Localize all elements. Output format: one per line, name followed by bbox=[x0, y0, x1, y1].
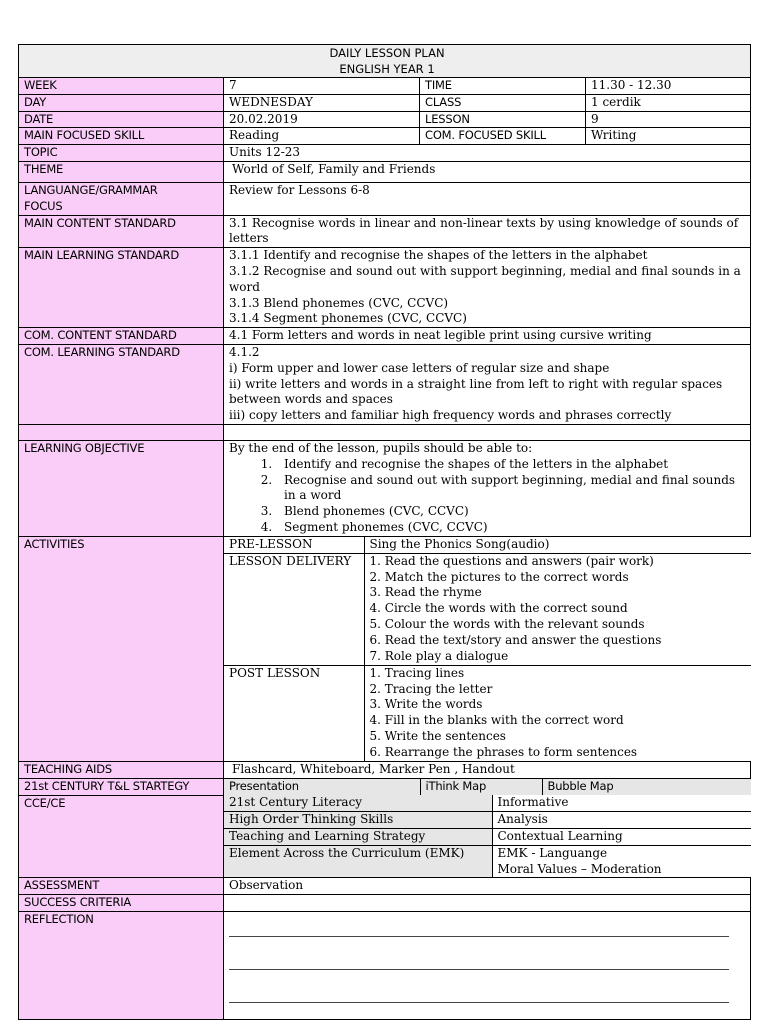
learning-objective-label: LEARNING OBJECTIVE bbox=[19, 440, 224, 536]
cce-value-emk bbox=[492, 845, 751, 877]
theme-label: THEME bbox=[19, 161, 224, 182]
c21-table bbox=[224, 779, 751, 795]
pre-lesson-value: Sing the Phonics Song(audio) bbox=[364, 537, 751, 553]
blank-label-cell bbox=[19, 424, 224, 440]
plan-header bbox=[19, 45, 751, 78]
cce-table bbox=[224, 795, 751, 877]
pre-lesson-label: PRE-LESSON bbox=[224, 537, 364, 553]
strategy-presentation: Presentation bbox=[224, 779, 420, 795]
header-subtitle: ENGLISH YEAR 1 bbox=[339, 62, 435, 76]
activities-table bbox=[224, 537, 751, 761]
com-content-standard-label: COM. CONTENT STANDARD bbox=[19, 328, 224, 345]
reflection-line bbox=[229, 1002, 729, 1003]
week-label: WEEK bbox=[19, 78, 224, 95]
assessment-value: Observation bbox=[224, 878, 751, 895]
main-learning-item: 3.1.3 Blend phonemes (CVC, CCVC) bbox=[229, 295, 449, 310]
objective-intro: By the end of the lesson, pupils should be able to: bbox=[229, 440, 533, 455]
cce-value: Contextual Learning bbox=[492, 828, 751, 845]
reflection-line bbox=[229, 969, 729, 970]
main-learning-standard-label: MAIN LEARNING STANDARD bbox=[19, 248, 224, 328]
day-value: WEDNESDAY bbox=[224, 94, 420, 111]
delivery-item: 1. Read the questions and answers (pair work) bbox=[369, 553, 654, 568]
cce-value: Analysis bbox=[492, 812, 751, 829]
learning-objective-value bbox=[224, 440, 751, 536]
cce-label: CCE/CE bbox=[19, 795, 224, 877]
teaching-aids-label: TEACHING AIDS bbox=[19, 762, 224, 779]
lesson-label: LESSON bbox=[420, 111, 586, 128]
objective-item: 4. Segment phonemes (CVC, CCVC) bbox=[276, 520, 750, 536]
strategy-ithink-map: iThink Map bbox=[420, 779, 542, 795]
class-value: 1 cerdik bbox=[586, 94, 751, 111]
objective-item: 2. Recognise and sound out with support beginning, medial and final sounds in a word bbox=[276, 473, 750, 505]
delivery-item: 5. Colour the words with the relevant sounds bbox=[369, 616, 645, 631]
main-learning-item: 3.1.1 Identify and recognise the shapes of the letters in the alphabet bbox=[229, 248, 648, 263]
post-item: 5. Write the sentences bbox=[369, 728, 506, 743]
post-item: 4. Fill in the blanks with the correct word bbox=[369, 713, 624, 728]
com-skill-label: COM. FOCUSED SKILL bbox=[420, 128, 586, 145]
assessment-label: ASSESSMENT bbox=[19, 878, 224, 895]
grammar-label-line1: LANGUANGE/GRAMMAR bbox=[24, 182, 158, 197]
activities-label: ACTIVITIES bbox=[19, 536, 224, 761]
com-learning-item: i) Form upper and lower case letters of regular size and shape bbox=[229, 360, 610, 375]
lesson-plan-table bbox=[18, 44, 751, 1020]
delivery-item: 4. Circle the words with the correct sound bbox=[369, 601, 628, 616]
post-item: 1. Tracing lines bbox=[369, 665, 465, 680]
objective-item: 3. Blend phonemes (CVC, CCVC) bbox=[276, 504, 750, 520]
grammar-label-line2: FOCUS bbox=[24, 198, 63, 213]
cce-key: Teaching and Learning Strategy bbox=[224, 828, 492, 845]
cce-cell bbox=[224, 795, 751, 877]
cce-key: Element Across the Curriculum (EMK) bbox=[224, 845, 492, 877]
day-label: DAY bbox=[19, 94, 224, 111]
com-learning-standard-label: COM. LEARNING STANDARD bbox=[19, 344, 224, 424]
cce-moral-value: Moral Values – Moderation bbox=[497, 861, 662, 876]
reflection-value bbox=[224, 911, 751, 1019]
delivery-item: 2. Match the pictures to the correct words bbox=[369, 569, 629, 584]
activities-cell bbox=[224, 536, 751, 761]
delivery-item: 3. Read the rhyme bbox=[369, 585, 482, 600]
topic-label: TOPIC bbox=[19, 145, 224, 162]
cce-value: Informative bbox=[492, 795, 751, 811]
com-learning-item: ii) write letters and words in a straight line from left to right with regular spaces between words and spaces bbox=[229, 376, 723, 407]
objective-list bbox=[229, 457, 750, 536]
post-lesson-value bbox=[364, 665, 751, 761]
theme-value: World of Self, Family and Friends bbox=[224, 161, 751, 182]
main-skill-value: Reading bbox=[224, 128, 420, 145]
lesson-delivery-value bbox=[364, 553, 751, 665]
grammar-value: Review for Lessons 6-8 bbox=[224, 182, 751, 215]
date-value: 20.02.2019 bbox=[224, 111, 420, 128]
main-learning-item: 3.1.2 Recognise and sound out with support beginning, medial and final sounds in a word bbox=[229, 263, 741, 294]
c21-strategy-cell bbox=[224, 779, 751, 796]
class-label: CLASS bbox=[420, 94, 586, 111]
header-title: DAILY LESSON PLAN bbox=[329, 46, 445, 60]
time-label: TIME bbox=[420, 78, 586, 95]
main-skill-label: MAIN FOCUSED SKILL bbox=[19, 128, 224, 145]
date-label: DATE bbox=[19, 111, 224, 128]
blank-value-cell bbox=[224, 424, 751, 440]
post-item: 6. Rearrange the phrases to form sentences bbox=[369, 744, 638, 759]
cce-emk-value: EMK - Languange bbox=[497, 845, 608, 860]
cce-key: 21st Century Literacy bbox=[224, 795, 492, 811]
c21-strategy-label: 21st CENTURY T&L STARTEGY bbox=[19, 779, 224, 796]
lesson-delivery-label: LESSON DELIVERY bbox=[224, 553, 364, 665]
success-criteria-value bbox=[224, 895, 751, 912]
delivery-item: 6. Read the text/story and answer the questions bbox=[369, 632, 662, 647]
main-learning-item: 3.1.4 Segment phonemes (CVC, CCVC) bbox=[229, 311, 467, 326]
lesson-value: 9 bbox=[586, 111, 751, 128]
main-content-standard-label: MAIN CONTENT STANDARD bbox=[19, 215, 224, 248]
grammar-label bbox=[19, 182, 224, 215]
com-learning-item: 4.1.2 bbox=[229, 344, 260, 359]
com-learning-standard-value bbox=[224, 344, 751, 424]
teaching-aids-value: Flashcard, Whiteboard, Marker Pen , Handout bbox=[224, 762, 751, 779]
main-content-standard-value: 3.1 Recognise words in linear and non-linear texts by using knowledge of sounds of letters bbox=[224, 215, 751, 248]
topic-value: Units 12-23 bbox=[224, 145, 751, 162]
reflection-line bbox=[229, 936, 729, 937]
lesson-plan-sheet bbox=[18, 44, 750, 1009]
com-learning-item: iii) copy letters and familiar high frequency words and phrases correctly bbox=[229, 408, 672, 423]
week-value: 7 bbox=[224, 78, 420, 95]
strategy-bubble-map: Bubble Map bbox=[542, 779, 751, 795]
com-content-standard-value: 4.1 Form letters and words in neat legible print using cursive writing bbox=[224, 328, 751, 345]
post-item: 2. Tracing the letter bbox=[369, 681, 493, 696]
reflection-label: REFLECTION bbox=[19, 911, 224, 1019]
objective-item: 1. Identify and recognise the shapes of the letters in the alphabet bbox=[276, 457, 750, 473]
cce-key: High Order Thinking Skills bbox=[224, 812, 492, 829]
com-skill-value: Writing bbox=[586, 128, 751, 145]
main-learning-standard-value bbox=[224, 248, 751, 328]
post-item: 3. Write the words bbox=[369, 697, 483, 712]
success-criteria-label: SUCCESS CRITERIA bbox=[19, 895, 224, 912]
time-value: 11.30 - 12.30 bbox=[586, 78, 751, 95]
post-lesson-label: POST LESSON bbox=[224, 665, 364, 761]
delivery-item: 7. Role play a dialogue bbox=[369, 648, 509, 663]
